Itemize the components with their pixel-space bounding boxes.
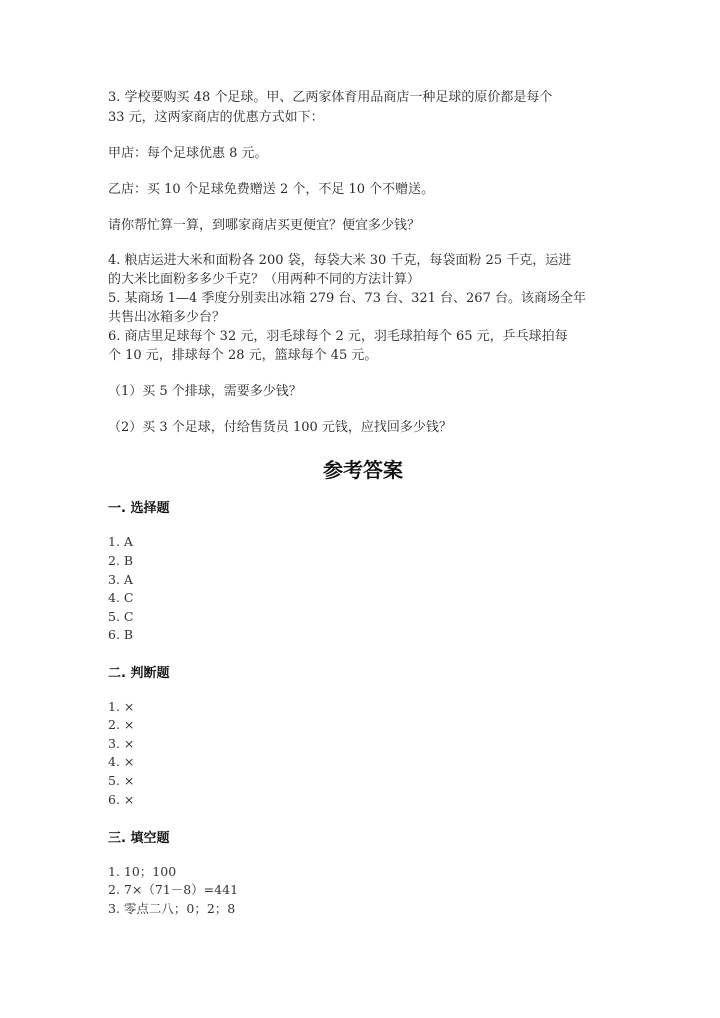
q4-line1: 4. 粮店运进大米和面粉各 200 袋，每袋大米 30 千克，每袋面粉 25 千克，运进: [108, 253, 572, 268]
section-heading-judgment: 二. 判断题: [108, 666, 170, 681]
answer-item: 2. B: [108, 553, 134, 568]
section-heading-choice: 一. 选择题: [108, 501, 170, 516]
q6-line1: 6. 商店里足球每个 32 元，羽毛球每个 2 元，羽毛球拍每个 65 元，乒乓球拍每: [108, 329, 568, 344]
q3-line2: 33 元，这两家商店的优惠方式如下：: [108, 110, 324, 125]
q6-sub1: （1）买 5 个排球，需要多少钱？: [108, 384, 302, 399]
answer-item: 3. 零点二八；0；2；8: [108, 901, 236, 916]
answer-item: 4. ×: [108, 754, 135, 769]
section-heading-fill-blank: 三. 填空题: [108, 831, 170, 846]
answer-item: 6. ×: [108, 792, 135, 807]
answer-item: 6. B: [108, 627, 134, 642]
answer-item: 3. ×: [108, 736, 135, 751]
q6-line2: 个 10 元，排球每个 28 元，篮球每个 45 元。: [108, 348, 378, 363]
q3-ask: 请你帮忙算一算，到哪家商店买更便宜？便宜多少钱？: [108, 218, 421, 233]
q5-line2: 共售出冰箱多少台？: [108, 310, 226, 325]
answer-item: 2. 7×（71－8）=441: [108, 882, 239, 897]
q3-shop-a: 甲店：每个足球优惠 8 元。: [108, 146, 268, 161]
q3-shop-b: 乙店：买 10 个足球免费赠送 2 个，不足 10 个不赠送。: [108, 182, 435, 197]
q6-sub2: （2）买 3 个足球，付给售货员 100 元钱，应找回多少钱？: [108, 420, 452, 435]
answer-item: 5. C: [108, 609, 134, 624]
answer-item: 5. ×: [108, 773, 135, 788]
answer-item: 1. A: [108, 534, 133, 549]
answer-item: 1. 10；100: [108, 864, 177, 879]
answer-item: 1. ×: [108, 699, 135, 714]
answers-title: 参考答案: [323, 458, 403, 482]
q5-line1: 5. 某商场 1—4 季度分别卖出冰箱 279 台、73 台、321 台、267 台。该商场全年: [108, 291, 586, 306]
answer-item: 2. ×: [108, 717, 135, 732]
q3-line1: 3. 学校要购买 48 个足球。甲、乙两家体育用品商店一种足球的原价都是每个: [108, 90, 553, 105]
q4-line2: 的大米比面粉多多少千克？（用两种不同的方法计算）: [108, 272, 421, 287]
answer-item: 3. A: [108, 572, 133, 587]
answer-item: 4. C: [108, 590, 134, 605]
